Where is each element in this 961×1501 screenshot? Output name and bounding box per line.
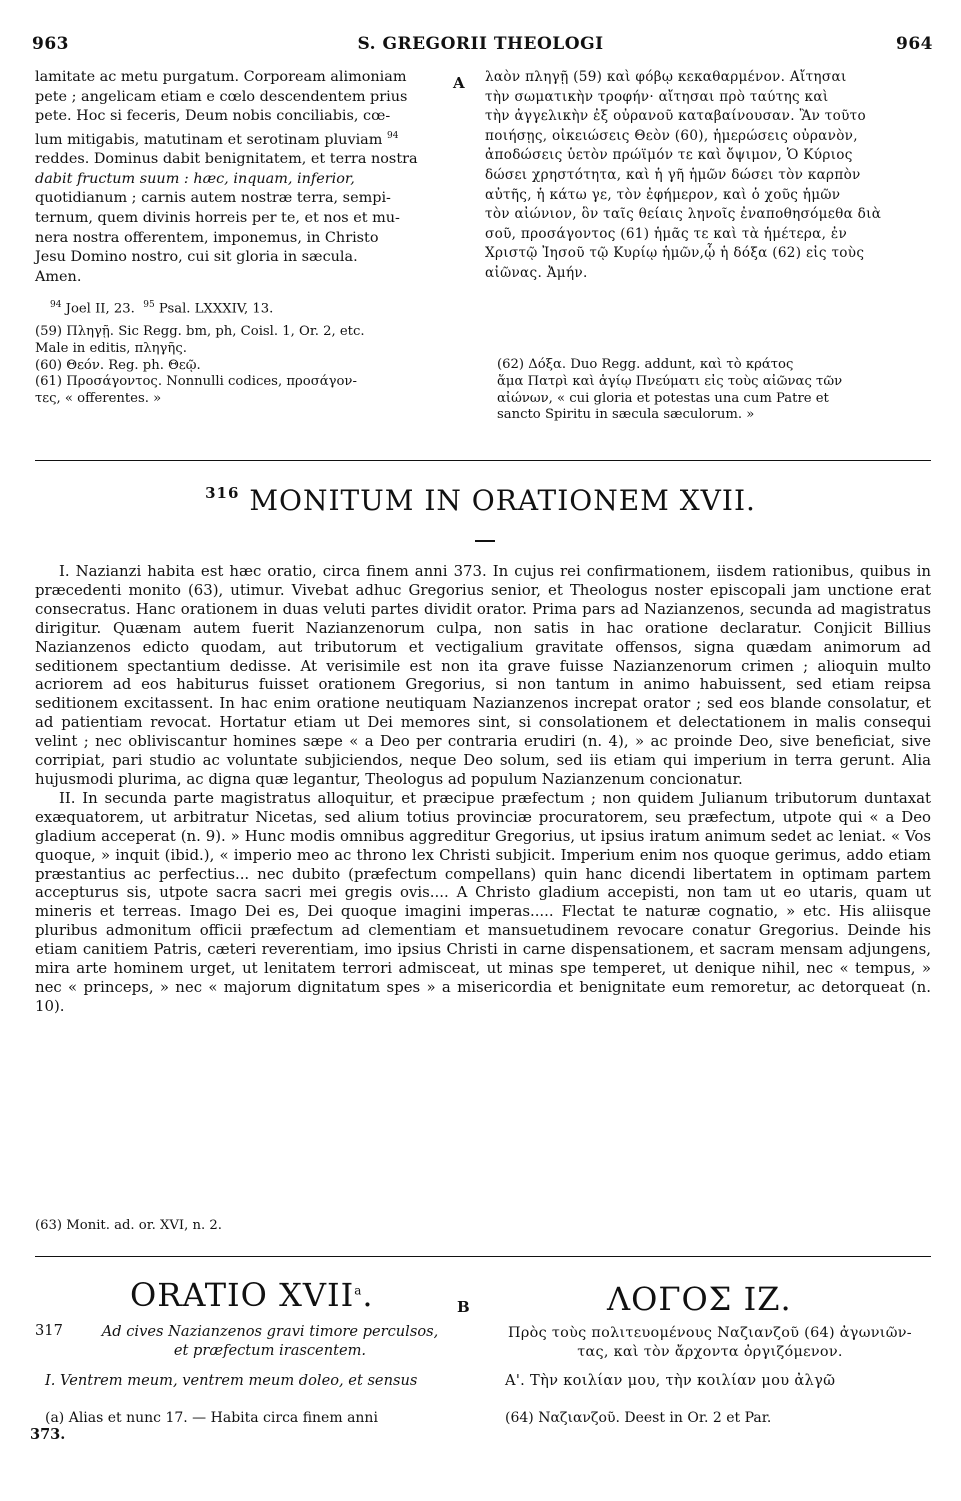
latin-line: reddes. Dominus dabit benignitatem, et terra nostra (35, 151, 418, 168)
footnote-line: τες, « offerentes. » (35, 391, 162, 407)
footnote-line: sancto Spiritu in sæcula sæculorum. » (497, 407, 755, 423)
greek-oration-title: ΛΟΓΟΣ ΙΖ. (607, 1280, 792, 1318)
footnote-line: ἅμα Πατρὶ καὶ ἁγίῳ Πνεύματι εἰς τοὺς αἰῶνας τῶν (497, 373, 843, 389)
margin-letter-b: B (457, 1298, 470, 1316)
greek-line: ποιήσῃς, οἰκειώσεις Θεὸν (60), ἡμερώσεις οὐρανὸν, (485, 127, 858, 144)
latin-line: lamitate ac metu purgatum. Corpoream alimoniam (35, 69, 407, 85)
greek-subtitle: Πρὸς τοὺς πολιτευομένους Ναζιανζοῦ (64) ἀγωνιῶν- τας, καὶ τὸν ἄρχοντα ὀργιζόμενον. (508, 1325, 912, 1360)
running-title: S. GREGORII THEOLOGI (357, 34, 604, 54)
greek-line: δώσει χρηστότητα, καὶ ἡ γῆ ἡμῶν δώσει τὸν καρπὸν (485, 166, 861, 183)
footnote-line: Male in editis, πληγῆς. (35, 340, 187, 356)
greek-line: ἀποδώσεις ὑετὸν πρώϊμόν τε καὶ ὄψιμον, Ὁ Κύριος (485, 147, 853, 164)
monitum-body (35, 562, 931, 1016)
footnote-line: (61) Προσάγοντος. Nonnulli codices, προσάγον- (35, 374, 357, 390)
latin-subtitle: Ad cives Nazianzenos gravi timore perculsos, et præfectum irascentem. (101, 1323, 439, 1359)
monitum-footnote: (63) Monit. ad. or. XVI, n. 2. (35, 1218, 222, 1233)
greek-line: τὴν σωματικὴν τροφήν· αἴτησαι πρὸ ταύτης καὶ (485, 88, 829, 105)
footnote-line: (59) Πληγῇ. Sic Regg. bm, ph, Coisl. 1, Or. 2, etc. (35, 324, 365, 339)
left-column-text (35, 68, 455, 287)
section-divider (35, 460, 931, 461)
greek-line: αὐτῆς, ἡ κάτω γε, τὸν ἐφήμερον, καὶ ὁ χοῦς ἡμῶν (485, 186, 841, 203)
page-number-left: 963 (32, 34, 69, 54)
right-column-text (485, 68, 935, 284)
greek-first-line: Α'. Τὴν κοιλίαν μου, τὴν κοιλίαν μου ἀλγῶ (505, 1372, 836, 1389)
monitum-paragraph-2: II. In secunda parte magistratus alloquitur, et præcipue præfectum ; non quidem Julianum tributorum duntaxat exæquatorem, ut arbitratur Nicetas, sed alium totius provinciæ procuratorem, seu præfectum, utpote qui « a Deo gladium acceperat (n. 9). » Hunc modis omnibus aggreditur Gregorius, ut ipsius iratum animum sedet ac leniat. « Vos quoque, » inquit (ibid.), « imperio meo ac throno lex Christi subjicit. Imperium enim nos quoque gerimus, addo etiam præstantius ac perfectius... nec dubito (præfectum compellans) quin hanc dicendi libertatem in optimam partem accepturus sis, utpote sacra sacri mei gregis ovis.... A Christo gladium accepisti, non tam ut eo utaris, quam ut mineris et terreas. Imago Dei es, Dei quoque imagini imperas..... Flectat te naturæ cognatio, » etc. His aliisque pluribus admonitum officii præfectum ad clementiam et mansuetudinem revocare conatur Gregorius. Deinde his etiam canitiem Patris, cæteri reverentiam, imo ipsius Christi in carne dispensationem, et sacram mensam adjungens, mira arte hominem urget, ut lenitatem terrori admisceat, ut minas spe temperet, ut denique nihil, nec « tempus, » nec « princeps, » nec « majorum dignitatum spes » a misericordia et benignitate eum remoretur, ac detorqueat (n. 10). (35, 788, 931, 1015)
greek-line: σοῦ, προσάγοντος (61) ἡμᾶς τε καὶ τὰ ἡμέτερα, ἐν (485, 225, 848, 242)
bottom-note-64: (64) Ναζιανζοῦ. Deest in Or. 2 et Par. (505, 1410, 772, 1426)
left-footnotes (35, 324, 475, 408)
scripture-references: $^{94}$ Joel II, 23. $^{95}$ Psal. LXXXIV, 13. (50, 300, 274, 317)
section-divider-2 (35, 1256, 931, 1257)
latin-line: pete. Hoc si feceris, Deum nobis conciliabis, cœ- (35, 108, 391, 125)
latin-first-line: I. Ventrem meum, ventrem meum doleo, et sensus (45, 1372, 418, 1389)
monitum-heading (0, 484, 961, 517)
latin-line: nera nostra offerentem, imponemus, in Christo (35, 229, 379, 246)
latin-line: dabit fructum suum : hæc, inquam, inferior, (35, 170, 355, 187)
footnote-line: αἰώνων, « cui gloria et potestas una cum Patre et (497, 390, 829, 406)
right-footnotes (497, 357, 937, 424)
latin-oration-title: ORATIO XVII$^a$. (130, 1276, 374, 1314)
latin-line: ternum, quem divinis horreis per te, et nos et mu- (35, 209, 400, 226)
greek-line: τὴν ἀγγελικὴν ἐξ οὐρανοῦ καταβαίνουσαν. Ἂν τοῦτο (485, 108, 866, 125)
latin-line: pete ; angelicam etiam e cœlo descendentem prius (35, 88, 408, 105)
latin-line: Jesu Domino nostro, cui sit gloria in sæcula. (35, 249, 358, 266)
greek-line: αἰῶνας. Ἀμήν. (485, 264, 588, 281)
monitum-paragraph-1: I. Nazianzi habita est hæc oratio, circa finem anni 373. In cujus rei confirmationem, iisdem rationibus, quibus in præcedenti monito (63), utimur. Vivebat adhuc Gregorius senior, et Theologus noster episcopali jam unctione erat consecratus. Hanc orationem in duas veluti partes dividit orator. Prima pars ad Nazianzenos, secunda ad magistratus dirigitur. Quænam autem fuerit Nazianzenorum culpa, non satis in hac oratione declaratur. Conjicit Billius Nazianzenos edicto quodam, aut tributorum et vectigalium gravitate offensos, signa quædam animorum ad seditionem spectantium dedisse. At verisimile est non ita grave fuisse Nazianzenorum crimen ; alioquin multo acriorem ad eos habiturus fuisset orationem Gregorius, si non tantum in animo habuissent, sed etiam reipsa seditionem excitassent. In hac enim oratione neutiquam Nazianzenos increpat orator ; sed eos blande consolatur, et ad patientiam revocat. Hortatur etiam ut Dei memores sint, si consolationem et delectationem in malis consequi velint ; nec obliviscantur homines sæpe « a Deo per contraria erudiri (n. 4), » ac proinde Deo, sive beneficiat, sive corripiat, pari studio ac voluntate subjiciendos, neque Deo solum, sed iis etiam qui imperium in terra gerunt. Alia hujusmodi plurima, ac digna quæ legantur, Theologus ad populum Nazianzenum concionatur. (35, 562, 931, 788)
bottom-note-a: (a) Alias et nunc 17. — Habita circa finem anni (45, 1410, 378, 1426)
monitum-title: MONITUM IN ORATIONEM XVII. (249, 484, 756, 517)
footnote-marker: 94 (386, 130, 399, 141)
page-number-right: 964 (896, 34, 933, 54)
margin-letter-a: A (453, 74, 465, 92)
latin-line: lum mitigabis, matutinam et serotinam pluviam $^{94}$ (35, 130, 399, 148)
latin-line: Amen. (35, 268, 82, 285)
bottom-note-year: 373. (30, 1426, 66, 1443)
oration-number: 317 (35, 1322, 63, 1339)
short-dash (475, 540, 495, 542)
greek-line: λαὸν πληγῇ (59) καὶ φόβῳ κεκαθαρμένον. Αἴτησαι (485, 69, 847, 85)
footnote-line: (62) Δόξα. Duo Regg. addunt, καὶ τὸ κράτος (497, 357, 794, 372)
greek-line: Χριστῷ Ἰησοῦ τῷ Κυρίῳ ἡμῶν,ᾧ ἡ δόξα (62) εἰς τοὺς (485, 245, 865, 262)
footnote-line: (60) Θεόν. Reg. ph. Θεῷ. (35, 357, 201, 373)
monitum-number: 316 (205, 484, 240, 502)
greek-line: τὸν αἰώνιον, ὃν ταῖς θείαις ληνοῖς ἐναποθησόμεθα διὰ (485, 206, 882, 223)
latin-line: quotidianum ; carnis autem nostræ terra, sempi- (35, 190, 391, 207)
